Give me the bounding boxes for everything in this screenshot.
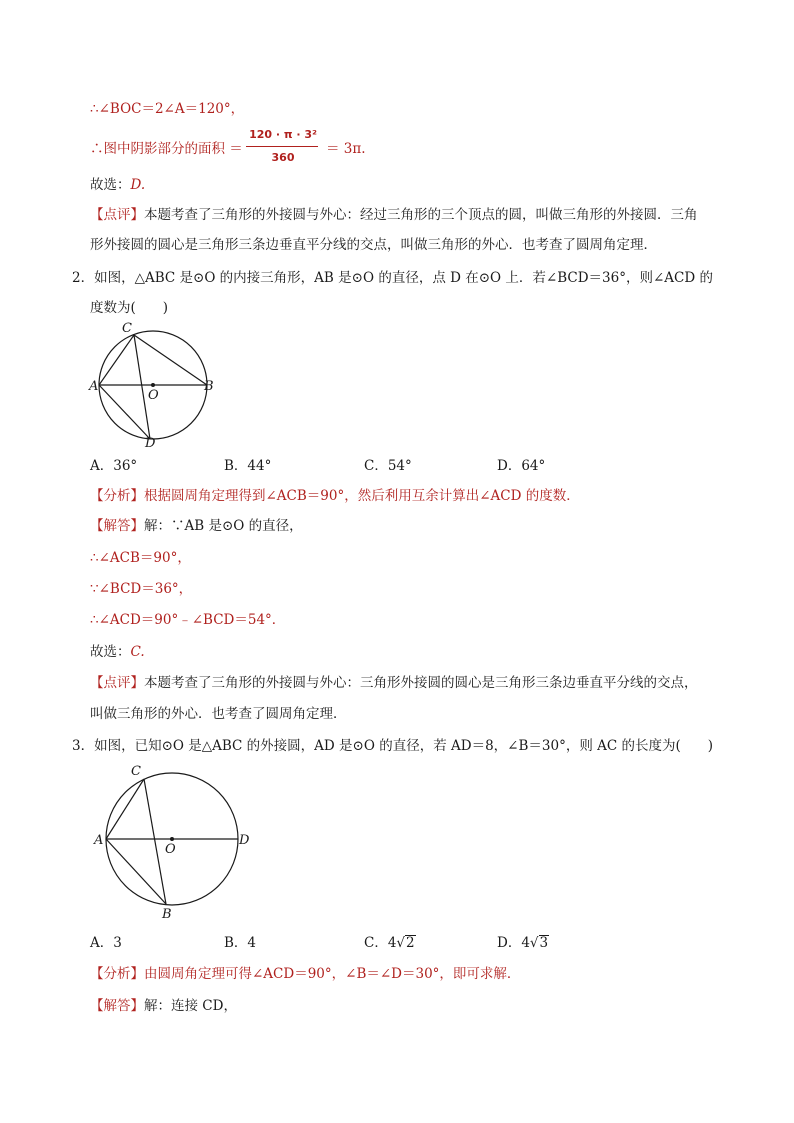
answer-2-step-3: ∴∠ACD＝90°﹣∠BCD＝54°． <box>90 612 286 628</box>
answer-tag: 【解答】 <box>90 518 144 534</box>
question-2-stem-2: 度数为( ) <box>90 300 169 316</box>
label-c: C <box>131 764 141 779</box>
label-o: O <box>165 842 176 857</box>
option-c <box>364 934 416 952</box>
analysis-3 <box>90 965 520 983</box>
label-b: B <box>204 379 214 394</box>
choose-value: C. <box>130 644 145 660</box>
answer-text: 解：连接 CD， <box>144 998 237 1014</box>
option-d: D．64° <box>497 458 546 474</box>
comment-tag: 【点评】 <box>90 207 144 223</box>
center-point <box>170 837 174 841</box>
comment-2-line-1 <box>90 674 698 692</box>
segment-ac <box>106 779 144 839</box>
label-a: A <box>89 379 99 394</box>
answer-2-intro <box>90 517 303 535</box>
answer-3-intro <box>90 997 237 1015</box>
choose-label: 故选： <box>90 177 131 193</box>
option-c-prefix: C．4 <box>364 935 397 951</box>
sqrt-sign: √ <box>529 935 539 951</box>
shaded-area-result: ＝ 3π. <box>326 141 366 157</box>
option-a: A．36° <box>90 458 138 474</box>
answer-2-step-1: ∴∠ACB＝90°， <box>90 550 191 566</box>
option-d <box>497 934 549 952</box>
fraction-bar <box>246 146 318 147</box>
answer-2-step-2: ∵∠BCD＝36°， <box>90 581 193 597</box>
comment-1-line-2: 形外接圆的圆心是三角形三条边垂直平分线的交点，叫做三角形的外心．也考查了圆周角定理． <box>90 237 657 253</box>
answer-intro-text: 解：∵AB 是⊙O 的直径， <box>144 518 303 534</box>
answer-choice-2 <box>90 643 145 661</box>
fraction-denominator: 360 <box>271 151 295 164</box>
option-d-prefix: D．4 <box>497 935 530 951</box>
segment-ac <box>99 335 134 385</box>
label-d: D <box>239 833 250 848</box>
choose-label: 故选： <box>90 644 131 660</box>
fraction-numerator: 120 · π · 3² <box>249 128 317 141</box>
label-d: D <box>145 436 156 451</box>
option-a: A．3 <box>90 935 122 951</box>
label-o: O <box>148 388 159 403</box>
analysis-tag: 【分析】 <box>90 488 144 504</box>
center-point <box>151 383 155 387</box>
answer-tag: 【解答】 <box>90 998 144 1014</box>
comment-1-line-1 <box>90 206 698 224</box>
option-c-radicand: 2 <box>406 935 415 951</box>
option-b: B．44° <box>224 458 272 474</box>
question-2-stem: 2．如图，△ABC 是⊙O 的内接三角形，AB 是⊙O 的直径，点 D 在⊙O 上．若∠BCD＝36°，则∠ACD 的 <box>72 270 713 286</box>
analysis-2 <box>90 487 580 505</box>
shaded-area-prefix: ∴图中阴影部分的面积 ＝ <box>90 141 243 157</box>
comment-text: 本题考查了三角形的外接圆与外心：经过三角形的三个顶点的圆，叫做三角形的外接圆．三角 <box>144 207 698 223</box>
comment-text: 本题考查了三角形的外接圆与外心：三角形外接圆的圆心是三角形三条边垂直平分线的交点， <box>144 675 698 691</box>
question-2-figure <box>80 318 230 452</box>
label-a: A <box>94 833 104 848</box>
analysis-text: 根据圆周角定理得到∠ACB＝90°，然后利用互余计算出∠ACD 的度数． <box>144 488 580 504</box>
label-b: B <box>162 907 172 922</box>
comment-tag: 【点评】 <box>90 675 144 691</box>
question-3-figure <box>86 760 258 924</box>
choose-value: D. <box>130 177 146 193</box>
analysis-tag: 【分析】 <box>90 966 144 982</box>
answer-choice-1 <box>90 176 145 194</box>
segment-cd <box>134 335 150 439</box>
solution-step-boc: ∴∠BOC＝2∠A＝120°， <box>90 101 245 117</box>
label-c: C <box>122 321 132 336</box>
option-b: B．4 <box>224 935 257 951</box>
sqrt-sign: √ <box>396 935 406 951</box>
question-3-stem: 3．如图，已知⊙O 是△ABC 的外接圆，AD 是⊙O 的直径，若 AD＝8，∠B＝30°，则 AC 的长度为( ) <box>72 738 714 754</box>
segment-cb <box>134 335 207 385</box>
comment-2-line-2: 叫做三角形的外心．也考查了圆周角定理． <box>90 706 347 722</box>
option-d-radicand: 3 <box>539 935 549 951</box>
option-c: C．54° <box>364 458 412 474</box>
segment-cb <box>144 779 166 904</box>
analysis-text: 由圆周角定理可得∠ACD＝90°，∠B＝∠D＝30°，即可求解． <box>144 966 521 982</box>
